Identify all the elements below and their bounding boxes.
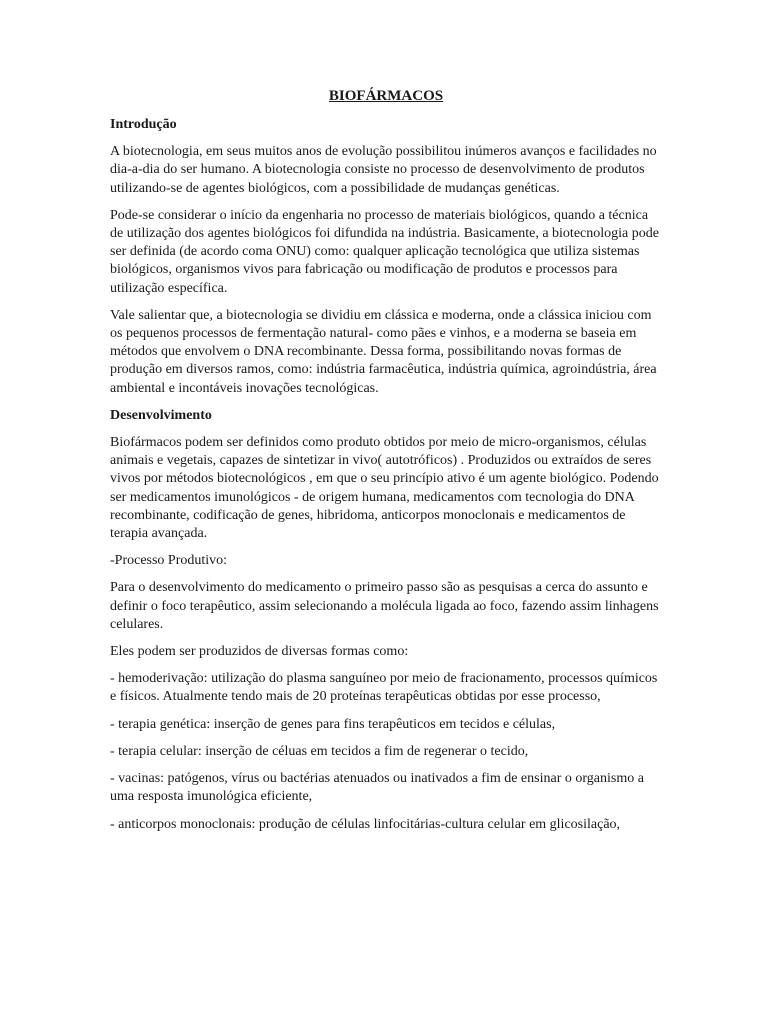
development-heading: Desenvolvimento	[110, 407, 212, 423]
process-subheading: -Processo Produtivo:	[110, 553, 228, 569]
intro-paragraph-3: Vale salientar que, a biotecnologia se dividiu em clássica e moderna, onde a clássica iniciou com os pequenos processos de fermentação natural- como pães e vinhos, e a moderna se baseia em métodos que envolvem o DNA recombinante. Dessa forma, possibilitando novas formas de produção em diversos ramos, como: indústria farmacêutica, indústria química, agroindústria, área ambiental e incontáveis inovações tecnológicas.	[110, 307, 657, 396]
list-item-anticorpos: - anticorpos monoclonais: produção de células linfocitárias-cultura celular em glicosilação,	[110, 816, 621, 832]
development-paragraph-2: Para o desenvolvimento do medicamento o primeiro passo são as pesquisas a cerca do assunto e definir o foco terapêutico, assim selecionando a molécula ligada ao foco, fazendo assim linhagens celulares.	[110, 580, 659, 632]
document-page	[110, 86, 662, 843]
document-title: BIOFÁRMACOS	[328, 88, 444, 104]
list-item-terapia-celular: - terapia celular: inserção de céluas em tecidos a fim de regenerar o tecido,	[110, 743, 529, 759]
list-item-vacinas: - vacinas: patógenos, vírus ou bactérias atenuados ou inativados a fim de ensinar o organismo a uma resposta imunológica eficiente,	[110, 771, 644, 805]
development-paragraph-3: Eles podem ser produzidos de diversas formas como:	[110, 644, 409, 660]
list-item-terapia-genetica: - terapia genética: inserção de genes para fins terapêuticos em tecidos e células,	[110, 716, 556, 732]
list-item-hemoderivacao: - hemoderivação: utilização do plasma sanguíneo por meio de fracionamento, processos químicos e físicos. Atualmente tendo mais de 20 proteínas terapêuticas obtidas por esse processo,	[110, 671, 658, 705]
intro-paragraph-2: Pode-se considerar o início da engenharia no processo de materiais biológicos, quando a técnica de utilização dos agentes biológicos foi difundida na indústria. Basicamente, a biotecnologia pode ser definida (de acordo coma ONU) como: qualquer aplicação tecnológica que utiliza sistemas biológicos, organismos vivos para fabricação ou modificação de produtos e processos para utilização específica.	[110, 207, 659, 296]
development-paragraph-1: Biofármacos podem ser definidos como produto obtidos por meio de micro-organismos, células animais e vegetais, capazes de sintetizar in vivo( autotróficos) . Produzidos ou extraídos de seres vivos por métodos biotecnológicos , em que o seu princípio ativo é um agente biológico. Podendo ser medicamentos imunológicos - de origem humana, medicamentos com tecnologia do DNA recombinante, codificação de genes, hibridoma, anticorpos monoclonais e medicamentos de terapia avançada.	[110, 435, 659, 542]
intro-paragraph-1: A biotecnologia, em seus muitos anos de evolução possibilitou inúmeros avanços e facilidades no dia-a-dia do ser humano. A biotecnologia consiste no processo de desenvolvimento de produtos utilizando-se de agentes biológicos, com a possibilidade de mudanças genéticas.	[110, 144, 657, 196]
intro-heading: Introdução	[110, 117, 177, 132]
